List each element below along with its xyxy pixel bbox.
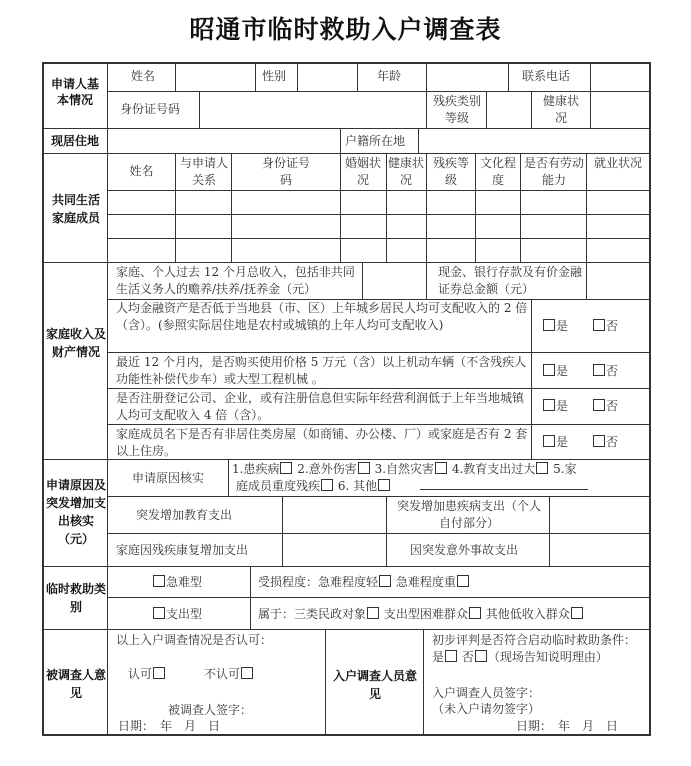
- id-number-field[interactable]: [200, 92, 426, 128]
- surveyed-date: 日期： 年 月 日: [118, 719, 221, 733]
- vehicle-question: 最近 12 个月内，是否购买使用价格 5 万元（含）以上机动车辆（不含残疾人功能性补偿代步车）或大型工程机械 。: [116, 355, 527, 386]
- checkbox-icon[interactable]: [153, 607, 165, 619]
- low-option[interactable]: [486, 607, 584, 621]
- degree-label: 受损程度：: [258, 575, 319, 589]
- applicant-phone-field[interactable]: [591, 63, 649, 91]
- checkbox-icon[interactable]: [536, 462, 548, 474]
- company-question: 是否注册登记公司、企业，或有注册信息但实际年经营利润低于上年当地城镇人均可支配收入 4 倍（含）。: [116, 391, 525, 422]
- family-header-labor: 是否有劳动能力: [524, 156, 585, 187]
- section-category: 临时救助类别: [46, 582, 107, 614]
- three-label: 三类民政对象: [294, 607, 367, 621]
- applicant-gender-field[interactable]: [298, 63, 357, 91]
- health-label: 健康状况: [542, 94, 579, 125]
- checkbox-icon[interactable]: [593, 399, 605, 411]
- poor-label: 支出型困难群众: [383, 607, 468, 621]
- family-header-health: 健康状况: [388, 156, 425, 187]
- checkbox-icon[interactable]: [571, 607, 583, 619]
- family-header-id: 身份证号 码: [261, 156, 310, 187]
- checkbox-icon[interactable]: [475, 650, 487, 662]
- illness-expense-field[interactable]: [550, 497, 649, 533]
- family-header-employment: 就业状况: [593, 156, 642, 170]
- three-option[interactable]: [294, 607, 380, 621]
- checkbox-icon[interactable]: [241, 667, 253, 679]
- reason-disaster-option[interactable]: [375, 462, 448, 476]
- current-residence-field[interactable]: [108, 129, 340, 153]
- section-family: 共同生活家庭成员: [51, 193, 100, 225]
- urgent-type-option[interactable]: [152, 574, 202, 590]
- family-header-name: 姓名: [129, 164, 154, 178]
- expense-label: 支出型: [166, 607, 203, 621]
- checkbox-icon[interactable]: [378, 479, 390, 491]
- checkbox-icon[interactable]: [367, 607, 379, 619]
- reject-option[interactable]: [204, 666, 254, 682]
- section-applicant: 申请人基本情况: [50, 77, 99, 107]
- property-question: 家庭成员名下是否有非居住类房屋（如商铺、办公楼、厂）或家庭是否有 2 套以上住房。: [116, 427, 528, 458]
- approve-label: 认可: [128, 667, 153, 681]
- checkbox-icon[interactable]: [593, 435, 605, 447]
- other-reason-underline[interactable]: [420, 489, 588, 490]
- surveyor-signature: 入户调查人员签字：: [432, 686, 541, 700]
- health-field[interactable]: [591, 92, 649, 128]
- family-header-relation: 与申请人关系: [180, 156, 229, 187]
- severe-option[interactable]: [396, 575, 470, 589]
- surveyed-signature: 被调查人签字：: [168, 703, 253, 717]
- checkbox-icon[interactable]: [280, 462, 292, 474]
- no-proxy-note: （未入户请勿签字）: [432, 702, 541, 716]
- family-row[interactable]: [108, 215, 649, 238]
- reason-options-line1: [232, 461, 577, 477]
- poor-option[interactable]: [384, 607, 482, 621]
- section-reason: 申请原因及突发增加支出核实（元）: [46, 478, 107, 546]
- edu-expense-field[interactable]: [283, 497, 386, 533]
- rehab-expense-label: 家庭因残疾康复增加支出: [116, 543, 249, 557]
- no-label: 否: [606, 399, 619, 413]
- applicant-name-label: 姓名: [131, 69, 156, 83]
- no-label: 否: [606, 364, 619, 378]
- accident-label: 2.意外伤害: [297, 462, 357, 476]
- mild-option[interactable]: [318, 575, 392, 589]
- checkbox-icon[interactable]: [153, 575, 165, 587]
- disability-label: 庭成员重度残疾: [236, 479, 321, 493]
- accident-expense-field[interactable]: [550, 534, 649, 566]
- disability-label-start: 5.家: [553, 462, 577, 476]
- reason-options-line2: [236, 478, 391, 494]
- q2-yes-option[interactable]: [542, 363, 568, 379]
- urgent-label: 急难型: [166, 575, 203, 589]
- applicant-age-label: 年龄: [377, 69, 402, 83]
- mild-label: 急难程度轻: [318, 575, 379, 589]
- prelim-label: 初步评判是否符合启动临时救助条件：是: [432, 633, 637, 664]
- asset-question: 人均金融资产是否低于当地县（市、区）上年城乡居民人均可支配收入的 2 倍（含）。(参照实际居住地是农村或城镇的上年人均可支配收入): [116, 301, 528, 332]
- checkbox-icon[interactable]: [543, 364, 555, 376]
- family-header-education: 文化程度: [479, 156, 516, 187]
- section-residence: 现居住地: [50, 134, 99, 148]
- yes-label: 是: [556, 435, 569, 449]
- illness-label: 1.患疾病: [232, 462, 280, 476]
- illness-expense-label: 突发增加患疾病支出（个人自付部分）: [396, 499, 541, 530]
- prelim-no-label: 否: [461, 650, 474, 664]
- no-label: 否: [606, 435, 619, 449]
- applicant-age-field[interactable]: [427, 63, 508, 91]
- section-income: 家庭收入及财产情况: [46, 327, 107, 359]
- rehab-expense-field[interactable]: [283, 534, 386, 566]
- q1-yes-option[interactable]: [542, 318, 568, 334]
- checkbox-icon[interactable]: [379, 575, 391, 587]
- q1-no-option[interactable]: [592, 318, 618, 334]
- expense-type-option[interactable]: [152, 606, 202, 622]
- surveyor-date: 日期： 年 月 日: [516, 719, 619, 733]
- hukou-label: 户籍所在地: [345, 134, 406, 148]
- yes-label: 是: [556, 364, 569, 378]
- accident-expense-label: 因突发意外事故支出: [410, 543, 519, 557]
- reject-label: 不认可: [204, 667, 241, 681]
- checkbox-icon[interactable]: [469, 607, 481, 619]
- page-title: 昭通市临时救助入户调查表: [189, 15, 502, 44]
- checkbox-icon[interactable]: [593, 319, 605, 331]
- belongs-label: 属于：: [258, 607, 295, 621]
- reason-education-option[interactable]: [452, 462, 549, 476]
- approve-question: 以上入户调查情况是否认可：: [116, 633, 273, 647]
- explain-label: （现场告知说明理由）: [487, 650, 608, 664]
- checkbox-icon[interactable]: [445, 650, 457, 662]
- reason-other-option[interactable]: [338, 479, 391, 493]
- family-row[interactable]: [108, 239, 649, 262]
- applicant-name-field[interactable]: [176, 63, 255, 91]
- reason-verify-label: 申请原因核实: [131, 471, 204, 485]
- checkbox-icon[interactable]: [435, 462, 447, 474]
- surveyor-opinion-title: 入户调查人员意见: [332, 669, 417, 701]
- q3-no-option[interactable]: [592, 398, 618, 414]
- family-header-marital: 婚姻状况: [344, 156, 381, 187]
- id-number-label: 身份证号码: [120, 102, 181, 116]
- checkbox-icon[interactable]: [543, 435, 555, 447]
- q2-no-option[interactable]: [592, 363, 618, 379]
- checkbox-icon[interactable]: [321, 479, 333, 491]
- severe-label: 急难程度重: [395, 575, 456, 589]
- checkbox-icon[interactable]: [593, 364, 605, 376]
- checkbox-icon[interactable]: [358, 462, 370, 474]
- no-label: 否: [606, 319, 619, 333]
- edu-expense-label: 突发增加教育支出: [136, 508, 233, 522]
- applicant-phone-label: 联系电话: [522, 69, 571, 83]
- hukou-field[interactable]: [419, 129, 649, 153]
- total-income-field[interactable]: [363, 263, 426, 299]
- checkbox-icon[interactable]: [543, 399, 555, 411]
- reason-disability-option[interactable]: [236, 479, 334, 493]
- q4-yes-option[interactable]: [542, 434, 568, 450]
- family-header-disability: 残疾等级: [432, 156, 469, 187]
- deposits-field[interactable]: [587, 263, 649, 299]
- disability-level-label: 残疾类别等级: [432, 94, 481, 125]
- deposits-label: 现金、银行存款及有价金融证券总金额（元）: [438, 265, 583, 296]
- yes-label: 是: [556, 399, 569, 413]
- reason-accident-option[interactable]: [297, 462, 370, 476]
- yes-label: 是: [556, 319, 569, 333]
- checkbox-icon[interactable]: [543, 319, 555, 331]
- checkbox-icon[interactable]: [457, 575, 469, 587]
- q4-no-option[interactable]: [592, 434, 618, 450]
- section-surveyed-opinion: 被调查人意见: [46, 668, 107, 700]
- other-label: 6. 其他: [337, 479, 378, 493]
- damage-degree-row: [258, 574, 470, 590]
- disaster-label: 3.自然灾害: [374, 462, 435, 476]
- prelim-judgement: [432, 632, 646, 666]
- low-label: 其他低收入群众: [485, 607, 570, 621]
- applicant-gender-label: 性别: [262, 69, 287, 83]
- education-label: 4.教育支出过大: [451, 462, 536, 476]
- q3-yes-option[interactable]: [542, 398, 568, 414]
- total-income-label: 家庭、个人过去 12 个月总收入，包括非共同生活义务人的赡养/扶养/抚养金（元）: [116, 265, 355, 296]
- belongs-row: [258, 606, 584, 622]
- disability-level-field[interactable]: [487, 92, 531, 128]
- family-row[interactable]: [108, 191, 649, 214]
- reason-illness-option[interactable]: [232, 462, 293, 476]
- checkbox-icon[interactable]: [153, 667, 165, 679]
- approve-option[interactable]: [128, 666, 166, 682]
